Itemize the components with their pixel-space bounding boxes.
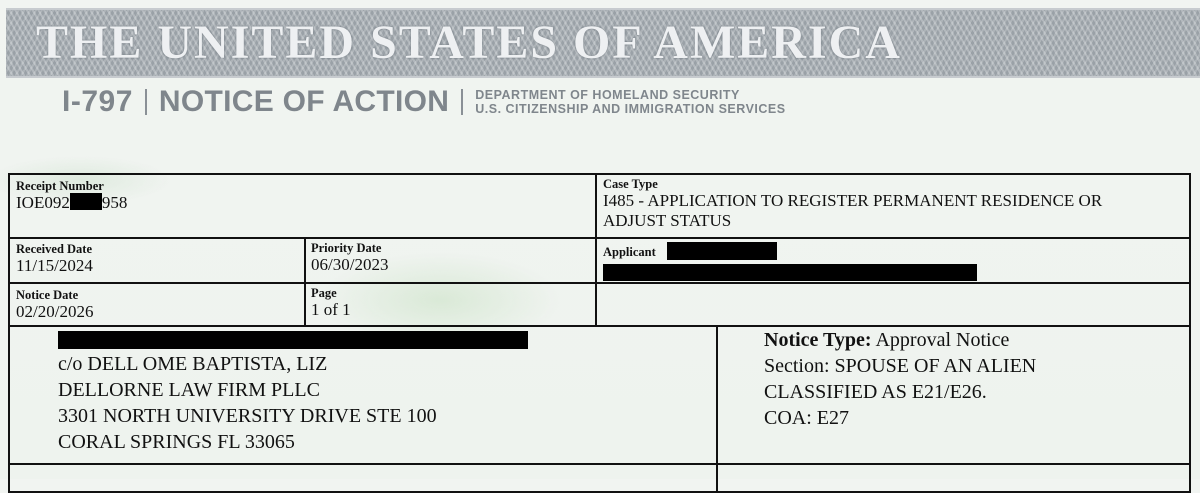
address-line-1: c/o DELL OME BAPTISTA, LIZ [58,353,328,375]
redaction-block [58,331,528,349]
receipt-number-label: Receipt Number [16,179,104,193]
form-number: I-797 [62,85,133,118]
notice-date-value: 02/20/2026 [16,302,94,321]
notice-date-cell [8,282,306,327]
notice-type-cell [716,325,1191,465]
applicant-cell [595,237,1191,284]
case-type-value: I485 - APPLICATION TO REGISTER PERMANENT RESIDENCE OR ADJUST STATUS [603,191,1103,230]
header-divider [461,89,463,115]
section-line-1: Section: SPOUSE OF AN ALIEN [764,355,1037,377]
redaction-block [70,193,102,210]
address-line-3: 3301 NORTH UNIVERSITY DRIVE STE 100 [58,405,437,427]
priority-date-label: Priority Date [311,241,382,255]
case-type-label: Case Type [603,177,658,191]
agency-line-1: DEPARTMENT OF HOMELAND SECURITY [475,88,740,102]
notice-type [764,327,1189,353]
received-date-cell [8,237,306,284]
addressee-name-redacted [58,331,716,351]
priority-date-cell [304,237,597,284]
page-value: 1 of 1 [311,300,351,319]
agency-name [475,88,785,116]
lower-cell-right [716,463,1191,493]
priority-date-value: 06/30/2023 [311,255,389,274]
applicant-label: Applicant [603,242,1189,260]
redaction-block [603,264,977,281]
received-date-label: Received Date [16,242,93,256]
header-divider [145,89,147,115]
received-date-value: 11/15/2024 [16,256,93,275]
coa-line: COA: E27 [764,407,849,429]
document-header [62,82,786,122]
address-line-4: CORAL SPRINGS FL 33065 [58,431,295,453]
notice-date-label: Notice Date [16,288,79,302]
section-line-2: CLASSIFIED AS E21/E26. [764,381,987,403]
case-type-cell [595,173,1191,239]
document-title: NOTICE OF ACTION [158,85,450,118]
mailing-address-cell [8,325,718,465]
notice-type-label: Notice Type: [764,329,872,351]
notice-type-value: Approval Notice [875,329,1010,351]
us-banner [6,8,1200,78]
page-label: Page [311,286,337,300]
agency-line-2: U.S. CITIZENSHIP AND IMMIGRATION SERVICES [475,102,786,116]
lower-cell-left [8,463,718,493]
redaction-block [667,242,777,260]
page-cell [304,282,597,327]
empty-cell [595,282,1191,327]
banner-text: THE UNITED STATES OF AMERICA [36,16,902,69]
receipt-number-cell [8,173,597,239]
address-line-2: DELLORNE LAW FIRM PLLC [58,379,320,401]
receipt-number-value: IOE092 958 [16,193,128,212]
